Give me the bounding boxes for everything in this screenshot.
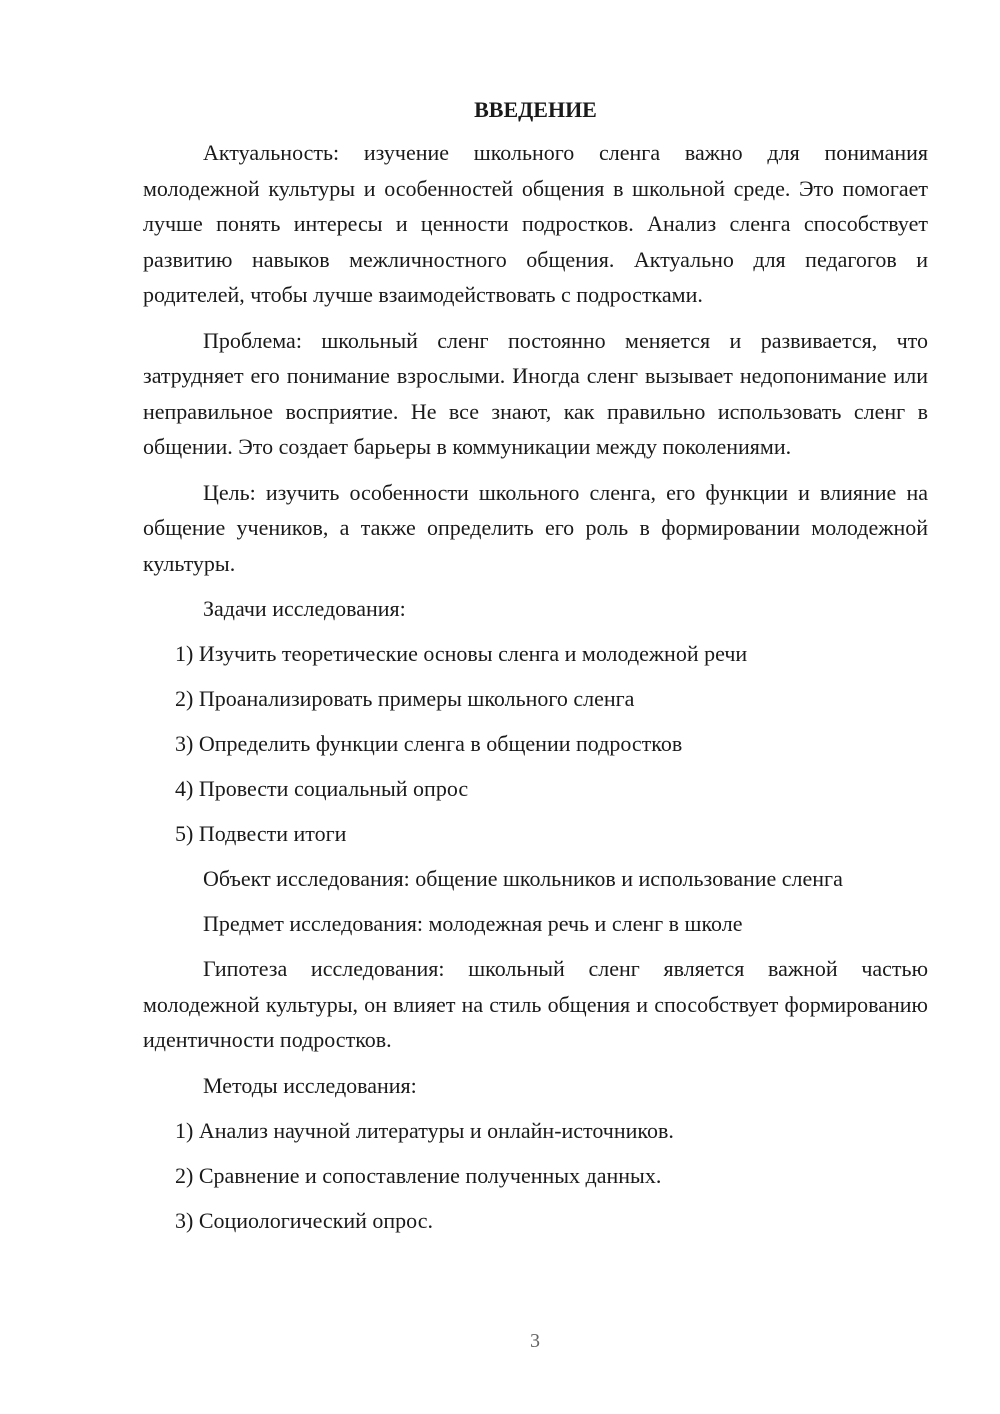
list-item-number: 3)	[175, 731, 194, 756]
hypothesis-paragraph: Гипотеза исследования: школьный сленг является важной частью молодежной культуры, он влияет на стиль общения и способствует формированию идентичности подростков.	[143, 956, 928, 1052]
list-item	[143, 771, 928, 806]
list-item-text: Проанализировать примеры школьного сленга	[198, 686, 635, 711]
list-item-text: Определить функции сленга в общении подростков	[198, 731, 683, 756]
methods-label: Методы исследования:	[203, 1072, 417, 1098]
methods-list	[143, 1113, 928, 1238]
list-item-text: Изучить теоретические основы сленга и молодежной речи	[198, 641, 748, 666]
document-page	[143, 92, 928, 1248]
page-title: ВВЕДЕНИЕ	[474, 97, 597, 122]
list-item	[143, 681, 928, 716]
list-item-number: 1)	[175, 1117, 194, 1143]
list-item-text: Подвести итоги	[198, 821, 347, 846]
list-item	[143, 726, 928, 761]
tasks-label: Задачи исследования:	[203, 596, 406, 621]
list-item-number: 3)	[175, 1207, 194, 1233]
list-item-number: 2)	[175, 686, 194, 711]
list-item-text: Провести социальный опрос	[198, 776, 469, 801]
list-item	[143, 816, 928, 851]
list-item-number: 1)	[175, 641, 194, 666]
tasks-list	[143, 636, 928, 851]
list-item	[143, 1203, 928, 1238]
list-item-number: 4)	[175, 776, 194, 801]
problem-paragraph: Проблема: школьный сленг постоянно меняется и развивается, что затрудняет его понимание взрослыми. Иногда сленг вызывает недопонимание или неправильное восприятие. Не все знают, как правильно использовать сленг в общении. Это создает барьеры в коммуникации между поколениями.	[143, 327, 928, 459]
relevance-paragraph: Актуальность: изучение школьного сленга важно для понимания молодежной культуры и особенностей общения в школьной среде. Это помогает лучше понять интересы и ценности подростков. Анализ сленга способствует развитию навыков межличностного общения. Актуально для педагогов и родителей, чтобы лучше взаимодействовать с подростками.	[143, 140, 928, 307]
list-item	[143, 1113, 928, 1148]
list-item-text: Социологический опрос.	[198, 1207, 433, 1233]
list-item-number: 2)	[175, 1162, 194, 1188]
list-item-text: Сравнение и сопоставление полученных данных.	[198, 1162, 662, 1188]
list-item-number: 5)	[175, 821, 194, 846]
list-item	[143, 636, 928, 671]
page-number: 3	[530, 1330, 540, 1352]
object-line: Объект исследования: общение школьников и использование сленга	[203, 866, 843, 891]
list-item	[143, 1158, 928, 1193]
list-item-text: Анализ научной литературы и онлайн-источников.	[198, 1117, 674, 1143]
subject-line: Предмет исследования: молодежная речь и сленг в школе	[203, 911, 743, 936]
goal-paragraph: Цель: изучить особенности школьного сленга, его функции и влияние на общение учеников, а также определить его роль в формировании молодежной культуры.	[143, 479, 928, 576]
